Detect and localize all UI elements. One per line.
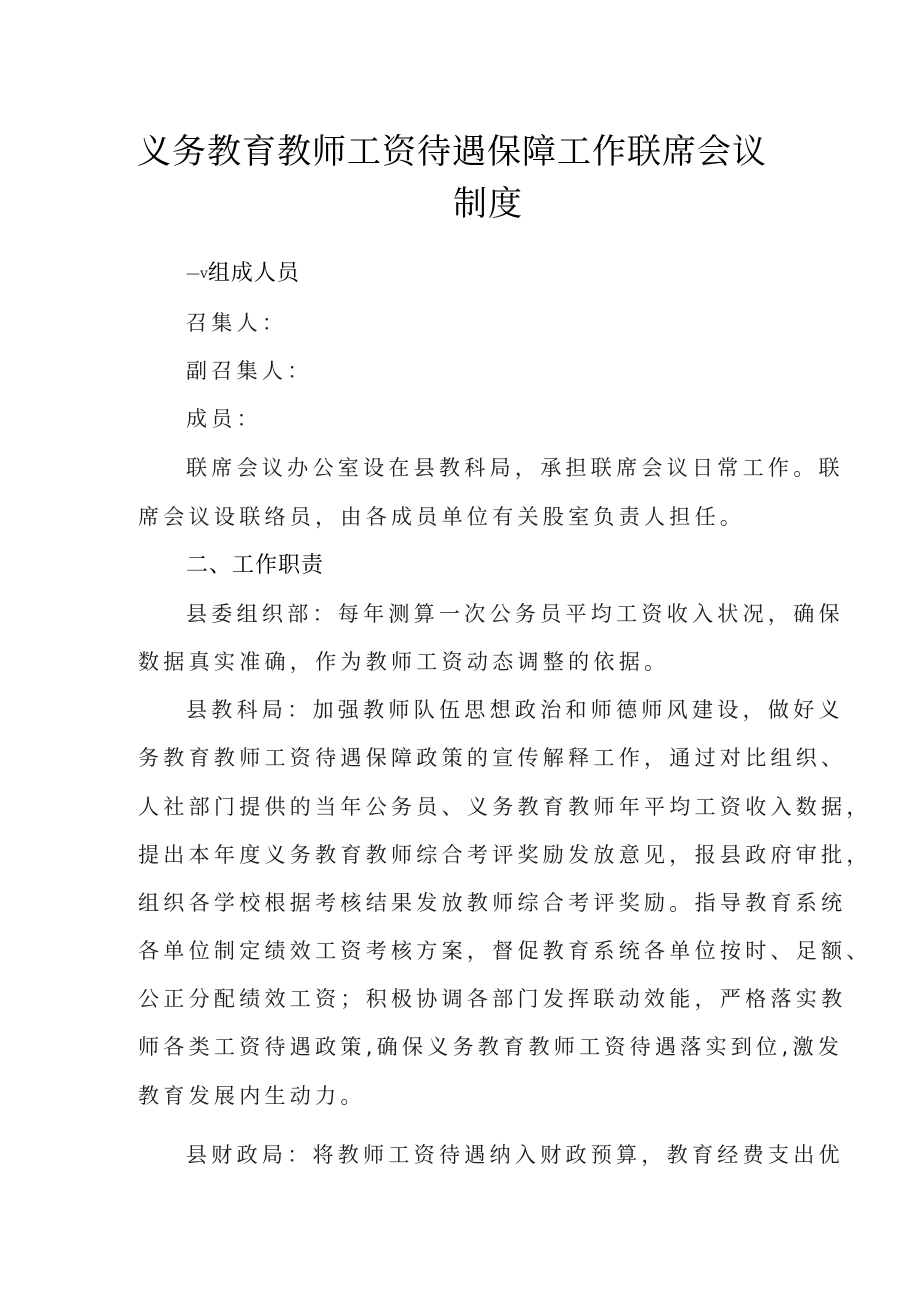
edu-bureau-paragraph-line: 组织各学校根据考核结果发放教师综合考评奖励。指导教育系统 — [138, 891, 847, 915]
office-paragraph-line: 联席会议办公室设在县教科局，承担联席会议日常工作。联 — [186, 456, 844, 480]
edu-bureau-paragraph-line: 务教育教师工资待遇保障政策的宣传解释工作，通过对比组织、 — [138, 746, 847, 770]
edu-bureau-paragraph-line: 教育发展内生动力。 — [138, 1084, 366, 1108]
section-1-number: —v — [186, 266, 208, 282]
edu-bureau-paragraph-line: 县教科局：加强教师队伍思想政治和师德师风建设，做好义 — [186, 698, 844, 722]
deputy-convener-label: 副召集人： — [186, 359, 313, 383]
section-1-heading — [186, 256, 300, 287]
edu-bureau-paragraph-line: 师各类工资待遇政策,确保义务教育教师工资待遇落实到位,激发 — [138, 1035, 844, 1059]
edu-bureau-paragraph-line: 公正分配绩效工资；积极协调各部门发挥联动效能，严格落实教 — [138, 987, 847, 1011]
document-title-line-1: 义务教育教师工资待遇保障工作联席会议 — [137, 132, 767, 172]
convener-label: 召集人： — [186, 311, 288, 335]
document-title-line-2: 制度 — [453, 184, 523, 224]
office-paragraph-line: 席会议设联络员，由各成员单位有关股室负责人担任。 — [138, 505, 746, 529]
org-dept-paragraph-line: 数据真实准确，作为教师工资动态调整的依据。 — [138, 650, 670, 674]
members-label: 成员： — [186, 407, 262, 431]
edu-bureau-paragraph-line: 人社部门提供的当年公务员、义务教育教师年平均工资收入数据， — [138, 795, 872, 819]
edu-bureau-paragraph-line: 提出本年度义务教育教师综合考评奖励发放意见，报县政府审批， — [138, 843, 872, 867]
org-dept-paragraph-line: 县委组织部：每年测算一次公务员平均工资收入状况，确保 — [186, 602, 844, 626]
section-2-heading: 二、工作职责 — [186, 553, 325, 578]
finance-paragraph-line: 县财政局：将教师工资待遇纳入财政预算，教育经费支出优 — [186, 1143, 844, 1167]
edu-bureau-paragraph-line: 各单位制定绩效工资考核方案，督促教育系统各单位按时、足额、 — [138, 939, 872, 963]
section-1-title: 组成人员 — [207, 261, 300, 286]
